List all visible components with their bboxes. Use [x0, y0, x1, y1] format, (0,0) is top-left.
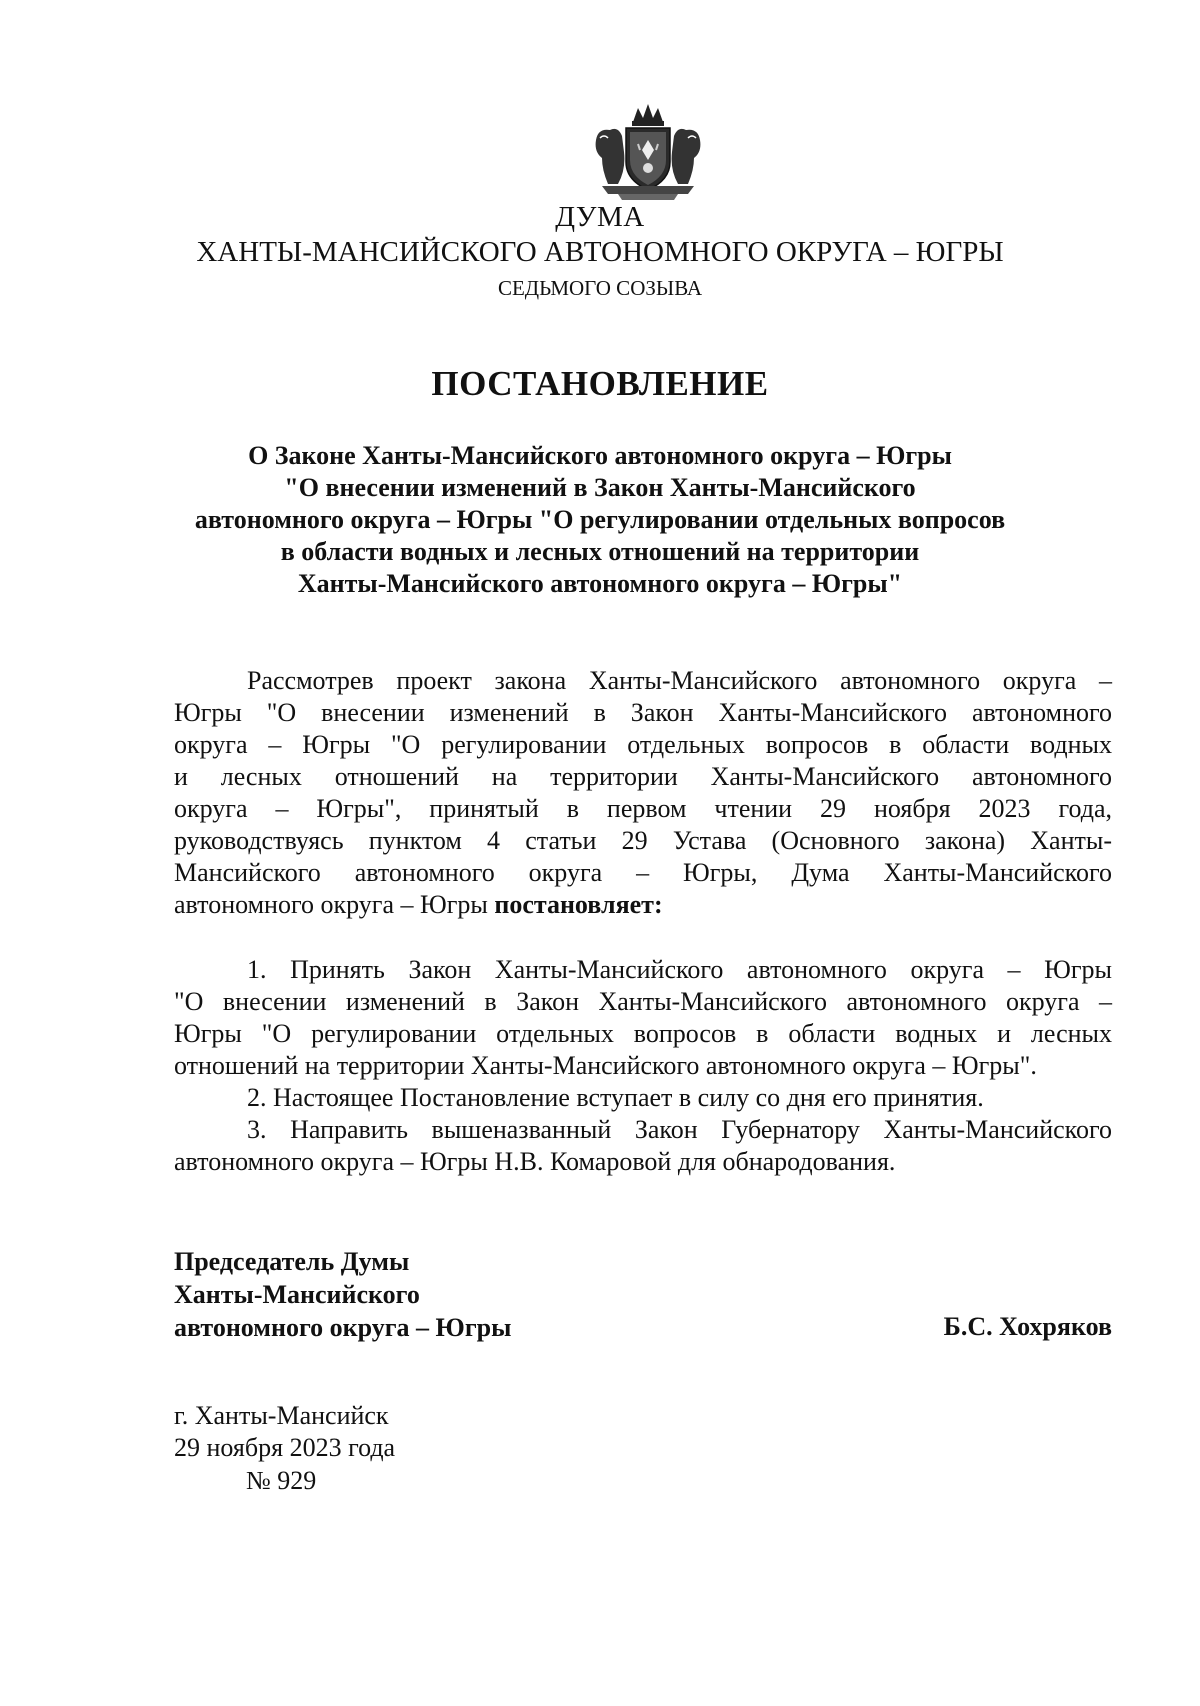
item-1-line: Югры "О регулировании отдельных вопросов в области водных и лесных: [174, 1019, 1112, 1048]
item-3-line: 3. Направить вышеназванный Закон Губернатору Ханты-Мансийского: [247, 1115, 1112, 1144]
item-1-line: отношений на территории Ханты-Мансийского автономного округа – Югры".: [174, 1051, 1037, 1080]
region-name: ХАНТЫ-МАНСИЙСКОГО АВТОНОМНОГО ОКРУГА – ЮГРЫ: [196, 236, 1004, 268]
document-title: ПОСТАНОВЛЕНИЕ: [431, 364, 769, 403]
signatory-name: Б.С. Хохряков: [943, 1312, 1112, 1341]
item-1-line: "О внесении изменений в Закон Ханты-Мансийского автономного округа –: [174, 987, 1112, 1016]
preamble-line: Рассмотрев проект закона Ханты-Мансийского автономного округа –: [247, 666, 1112, 695]
document-subject: [150, 440, 1050, 600]
resolves-keyword: постановляет:: [494, 890, 663, 919]
city: г. Ханты-Мансийск: [174, 1401, 389, 1430]
date: 29 ноября 2023 года: [174, 1433, 396, 1462]
subject-line: автономного округа – Югры "О регулировании отдельных вопросов: [194, 505, 1006, 534]
item-1-line: 1. Принять Закон Ханты-Мансийского автономного округа – Югры: [247, 955, 1112, 984]
item-2: 2. Настоящее Постановление вступает в силу со дня его принятия.: [247, 1083, 984, 1112]
coat-of-arms-emblem-icon: [588, 100, 708, 210]
preamble-line: руководствуясь пунктом 4 статьи 29 Устава (Основного закона) Ханты-: [174, 826, 1112, 855]
signatory-position-line: автономного округа – Югры: [174, 1313, 512, 1342]
preamble-last-line: [174, 889, 1112, 921]
subject-line: О Законе Ханты-Мансийского автономного округа – Югры: [248, 441, 952, 470]
org-name: ДУМА: [555, 201, 645, 233]
convocation: СЕДЬМОГО СОЗЫВА: [497, 276, 703, 300]
signatory-position-line: Председатель Думы: [174, 1247, 410, 1276]
preamble-last-text: автономного округа – Югры: [174, 890, 495, 919]
subject-line: в области водных и лесных отношений на территории: [280, 537, 920, 566]
item-3-line: автономного округа – Югры Н.В. Комаровой для обнародования.: [174, 1147, 896, 1176]
preamble-line: Югры "О внесении изменений в Закон Ханты-Мансийского автономного: [174, 698, 1112, 727]
preamble-line: Мансийского автономного округа – Югры, Дума Ханты-Мансийского: [174, 858, 1112, 887]
subject-line: Ханты-Мансийского автономного округа – Югры": [297, 569, 903, 598]
document-number: № 929: [246, 1466, 317, 1495]
preamble-line: округа – Югры "О регулировании отдельных вопросов в области водных: [174, 730, 1112, 759]
signatory-position-line: Ханты-Мансийского: [174, 1280, 420, 1309]
preamble-line: округа – Югры", принятый в первом чтении 29 ноября 2023 года,: [174, 794, 1112, 823]
preamble-line: и лесных отношений на территории Ханты-Мансийского автономного: [174, 762, 1112, 791]
subject-line: "О внесении изменений в Закон Ханты-Мансийского: [284, 473, 916, 502]
